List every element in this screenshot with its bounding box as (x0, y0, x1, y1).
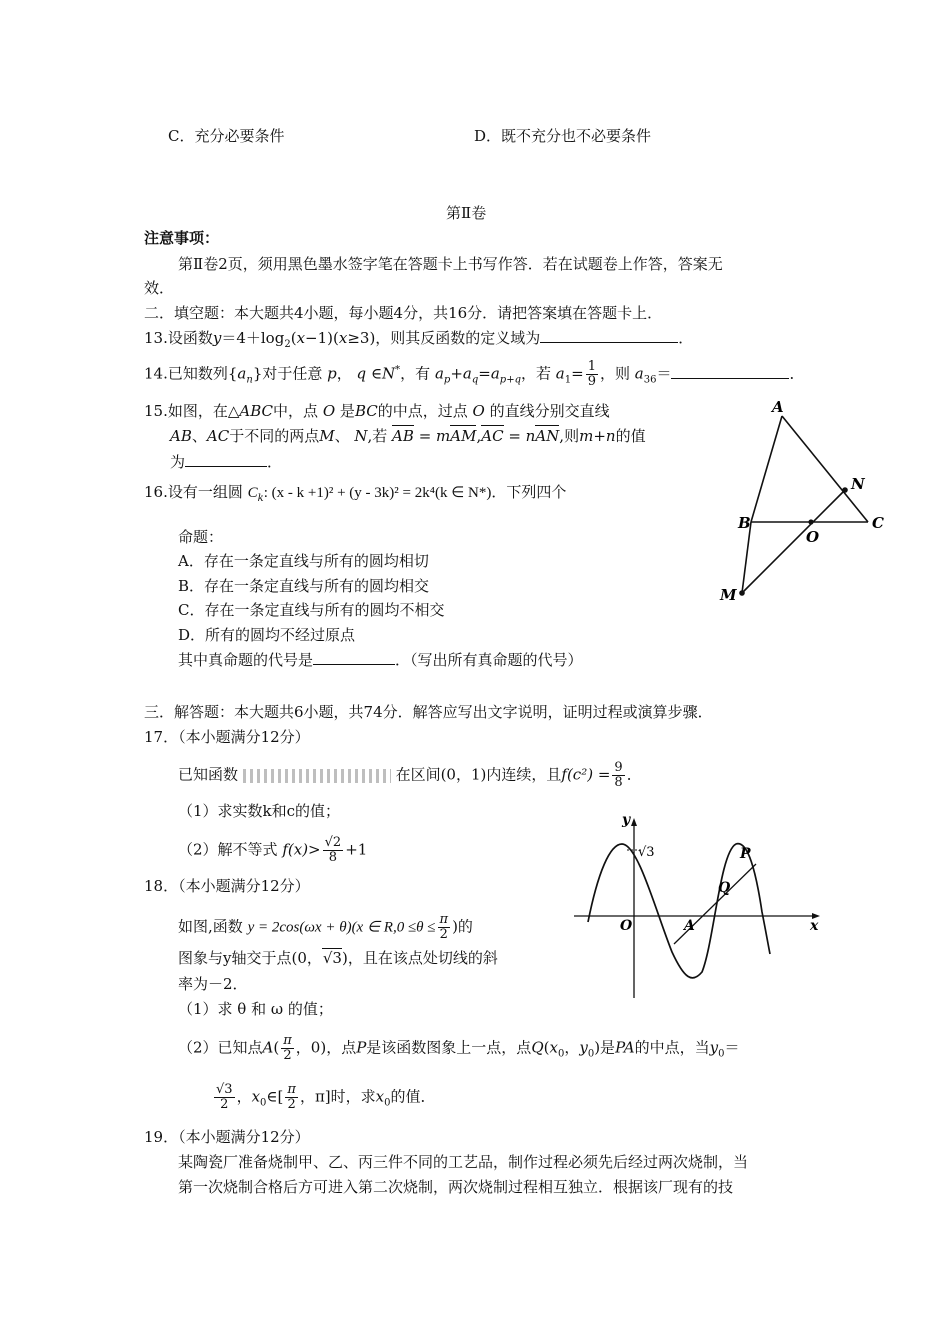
label-o: O (620, 918, 633, 934)
fraction-9-8: $\frac{9}{8}$ (614, 760, 623, 790)
fraction-sqrt3-2: $\frac{√3}{2}$ (216, 1082, 233, 1112)
fraction-sqrt2-8: $\frac{√2}{8}$ (324, 835, 342, 865)
question-18-line-1: 如图,函数 y = 2cos(ωx + θ)(x ∈ R,0 ≤θ ≤ $\frac{\pi}{2}$ )的 (178, 912, 473, 942)
answer-blank-15 (185, 452, 267, 467)
line-ab (751, 416, 782, 522)
question-16-option-a: A．存在一条定直线与所有的圆均相切 (178, 552, 429, 570)
question-18-line-3: 率为－2． (178, 975, 248, 993)
question-13: 13.设函数$y=4+\log_2(x-1)(x\ge 3)$，则其反函数的定义域为 ． (144, 329, 694, 350)
notice-line-2: 效． (144, 279, 175, 297)
notice-heading: 注意事项： (144, 229, 220, 247)
question-18-sub-2: （2）已知点A( $\frac{\pi}{2}$ ，0)，点P是该函数图象上一点，点$Q(x_0$，$y_0$)是PA的中点，当$y_0=$ (178, 1033, 740, 1063)
question-17-sub-1: （1）求实数k和c的值； (178, 802, 341, 820)
label-a: A (684, 918, 695, 934)
question-17-sub-2: （2）解不等式 f(x)> $\frac{√2}{8}$ +1 (178, 835, 368, 865)
fraction-pi-2: $\frac{\pi}{2}$ (439, 912, 449, 942)
line-bm (742, 522, 751, 593)
answer-blank-14 (671, 364, 789, 379)
cosine-curve (588, 844, 770, 978)
answer-blank-16 (313, 650, 395, 665)
label-n: N (851, 475, 865, 493)
label-o: O (806, 528, 820, 546)
point-o (808, 519, 813, 524)
question-16-proposition-label: 命题： (178, 528, 224, 546)
section-3-header: 三．解答题：本大题共6小题，共74分．解答应写出文字说明，证明过程或演算步骤． (144, 703, 713, 721)
option-d: D．既不充分也不必要条件 (474, 127, 652, 145)
question-16-option-c: C．存在一条定直线与所有的圆均不相交 (178, 601, 445, 619)
label-b: B (738, 514, 751, 532)
question-18-sub-1: （1）求 θ 和 ω 的值； (178, 1000, 333, 1018)
label-a: A (772, 398, 784, 416)
fraction-1-9: $\frac{1}{9}$ (587, 359, 596, 389)
notice-line-1: 第Ⅱ卷2页，须用黑色墨水签字笔在答题卡上书写作答．若在试题卷上作答，答案无 (178, 255, 723, 273)
question-16-option-d: D．所有的圆均不经过原点 (178, 626, 356, 644)
question-16-option-b: B．存在一条定直线与所有的圆均相交 (178, 577, 430, 595)
y-axis-arrow (631, 818, 637, 826)
question-18-heading: 18．（本小题满分12分） (144, 877, 310, 895)
label-q: Q (718, 880, 731, 896)
triangle-figure (712, 398, 892, 610)
label-m: M (720, 586, 737, 604)
line-mn (742, 490, 845, 593)
question-14: 14.已知数列$\{a_n\}$对于任意 p， q ∈N*，有 $a_p+a_q=a_{p+q}$，若 $a_1=$ $\frac{1}{9}$ ，则 $a_{36}=$ ． (144, 359, 805, 389)
question-19-heading: 19．（本小题满分12分） (144, 1128, 310, 1146)
part-title: 第Ⅱ卷 (446, 204, 487, 222)
answer-blank-13 (540, 328, 678, 343)
point-n (842, 487, 848, 493)
point-m (739, 590, 745, 596)
line-ac (782, 416, 868, 522)
question-15-line-1: 15.如图，在△ABC中，点 O 是BC的中点，过点 O 的直线分别交直线 (144, 402, 610, 420)
section-2-header: 二．填空题：本大题共4小题，每小题4分，共16分．请把答案填在答题卡上． (144, 304, 663, 322)
question-18-line-2: 图象与y轴交于点(0，√3)，且在该点处切线的斜 (178, 949, 498, 967)
question-19-line-2: 第一次烧制合格后方可进入第二次烧制，两次烧制过程相互独立．根据该厂现有的技 (178, 1178, 734, 1196)
question-16-answer-line: 其中真命题的代号是 ．（写出所有真命题的代号） (178, 651, 583, 669)
question-17-heading: 17．（本小题满分12分） (144, 728, 310, 746)
question-17-stem: 已知函数 在区间(0，1)内连续，且f(c²) = $\frac{9}{8}$ ． (178, 760, 642, 790)
cosine-graph-figure (572, 812, 832, 1004)
question-15-line-3: 为 ． (170, 453, 283, 471)
label-y: y (622, 812, 631, 828)
fraction-pi-2b: $\frac{\pi}{2}$ (283, 1033, 292, 1063)
blurred-formula (243, 769, 391, 783)
fraction-pi-2c: $\frac{\pi}{2}$ (287, 1082, 296, 1112)
label-sqrt3: √3 (638, 845, 655, 860)
question-18-sub-2-cont: $\frac{√3}{2}$ ，$x_0\in$[ $\frac{\pi}{2}$ ，π]时，求$x_0$的值． (216, 1082, 436, 1112)
label-p: P (740, 846, 751, 862)
question-19-line-1: 某陶瓷厂准备烧制甲、乙、丙三件不同的工艺品，制作过程必须先后经过两次烧制，当 (178, 1153, 749, 1171)
label-x: x (810, 918, 819, 934)
option-c: C．充分必要条件 (168, 127, 285, 145)
question-16-line-1: 16.设有一组圆 $C_k$: (x - k +1)² + (y - 3k)² = 2k⁴(k ∈ N*)．下列四个 (144, 483, 567, 504)
label-c: C (872, 514, 884, 532)
question-15-line-2: AB、AC于不同的两点M、 N,若 AB = mAM,AC = nAN,则m+n的值 (170, 427, 646, 445)
